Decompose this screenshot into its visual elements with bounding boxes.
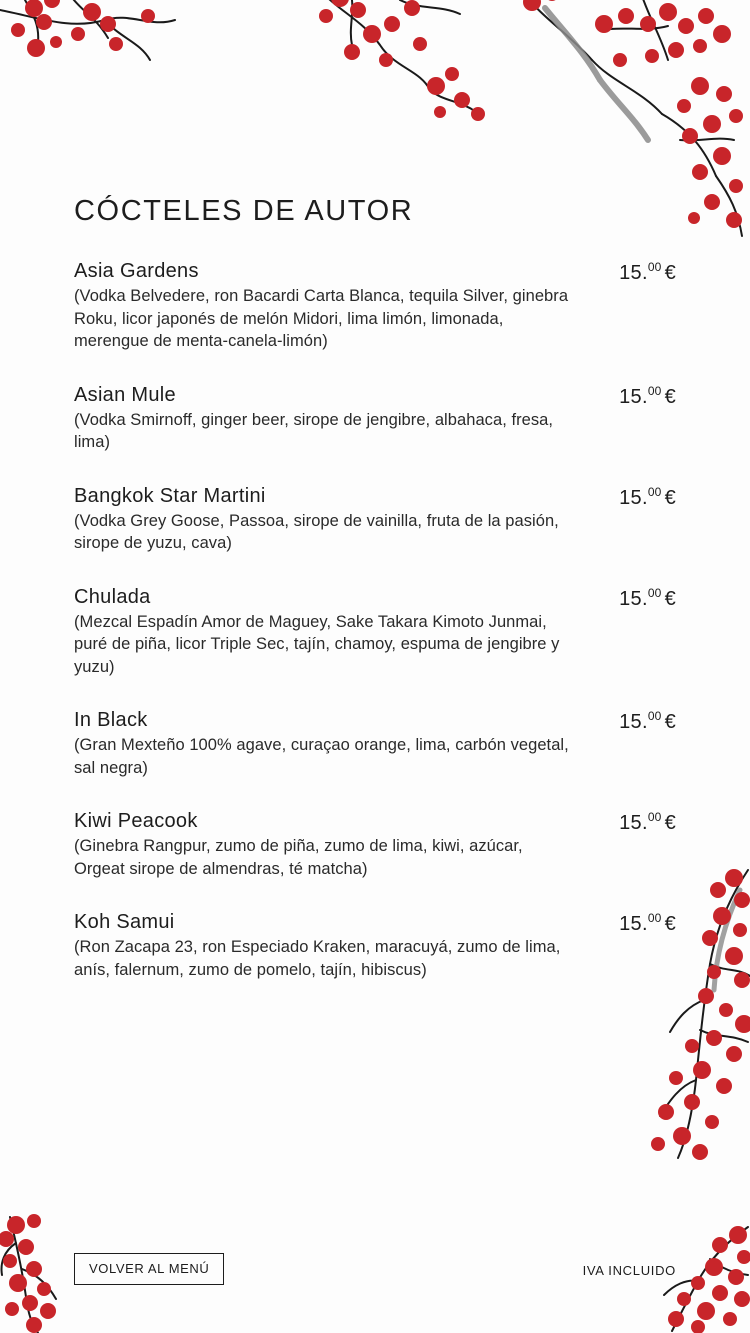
- item-name: Kiwi Peacook: [74, 810, 198, 832]
- list-item: [74, 584, 676, 679]
- item-price-integer: 15.: [619, 486, 648, 509]
- item-price-cents: 00: [647, 585, 662, 600]
- item-price-integer: 15.: [619, 262, 648, 284]
- item-price: [619, 810, 676, 835]
- item-price-integer: 15.: [619, 812, 648, 834]
- item-price-currency: €: [664, 486, 676, 509]
- item-price-currency: €: [664, 262, 676, 284]
- item-price-currency: €: [664, 913, 676, 935]
- item-price-integer: 15.: [619, 913, 648, 935]
- item-price: [619, 586, 676, 611]
- item-price: [619, 260, 676, 285]
- item-price: [619, 709, 676, 734]
- item-text-block: [74, 808, 574, 880]
- item-description: (Ginebra Rangpur, zumo de piña, zumo de lima, kiwi, azúcar, Orgeat sirope de almendras, té matcha): [74, 837, 523, 878]
- cocktail-list: [74, 258, 676, 1010]
- item-price-currency: €: [664, 587, 676, 610]
- item-price-currency: €: [664, 711, 676, 733]
- item-price-cents: 00: [647, 383, 662, 398]
- item-description: (Vodka Smirnoff, ginger beer, sirope de jengibre, albahaca, fresa, lima): [74, 410, 554, 451]
- list-item: [74, 258, 676, 353]
- item-price: [619, 485, 676, 510]
- item-description: (Ron Zacapa 23, ron Especiado Kraken, maracuyá, zumo de lima, anís, falernum, zumo de pomelo, tajín, hibiscus): [74, 938, 561, 979]
- item-description: (Vodka Belvedere, ron Bacardi Carta Blanca, tequila Silver, ginebra Roku, licor japonés de melón Midori, lima limón, limonada, merengue de menta-canela-limón): [74, 287, 569, 350]
- list-item: [74, 808, 676, 880]
- item-text-block: [74, 258, 574, 353]
- item-description: (Vodka Grey Goose, Passoa, sirope de vainilla, fruta de la pasión, sirope de yuzu, cava): [74, 511, 559, 552]
- back-to-menu-button[interactable]: VOLVER AL MENÚ: [74, 1253, 224, 1285]
- item-price-cents: 00: [647, 260, 662, 274]
- item-name: Chulada: [74, 585, 151, 608]
- item-description: (Gran Mexteño 100% agave, curaçao orange, lima, carbón vegetal, sal negra): [74, 736, 569, 777]
- vat-included-label: IVA INCLUIDO: [582, 1263, 676, 1278]
- item-text-block: [74, 584, 574, 679]
- item-price-integer: 15.: [619, 587, 648, 610]
- item-name: In Black: [74, 709, 148, 731]
- item-price: [619, 384, 676, 409]
- item-name: Asia Gardens: [74, 260, 199, 282]
- list-item: [74, 483, 676, 555]
- list-item: [74, 909, 676, 981]
- item-name: Koh Samui: [74, 911, 175, 933]
- item-price-cents: 00: [647, 810, 662, 824]
- item-price-currency: €: [664, 812, 676, 834]
- list-item: [74, 382, 676, 454]
- item-price: [619, 911, 676, 936]
- item-text-block: [74, 483, 574, 555]
- item-text-block: [74, 707, 574, 779]
- item-text-block: [74, 909, 574, 981]
- footer: [74, 1253, 676, 1285]
- item-description: (Mezcal Espadín Amor de Maguey, Sake Takara Kimoto Junmai, puré de piña, licor Triple Sec, tajín, chamoy, espuma de jengibre y yuzu): [74, 612, 560, 676]
- item-name: Asian Mule: [74, 383, 176, 406]
- item-price-integer: 15.: [619, 711, 648, 733]
- item-price-cents: 00: [647, 709, 662, 723]
- item-price-currency: €: [664, 385, 676, 408]
- list-item: [74, 707, 676, 779]
- item-price-cents: 00: [647, 484, 662, 499]
- item-price-integer: 15.: [619, 385, 648, 408]
- page-title: CÓCTELES DE AUTOR: [74, 195, 414, 228]
- item-price-cents: 00: [647, 911, 662, 925]
- item-name: Bangkok Star Martini: [74, 484, 266, 507]
- item-text-block: [74, 382, 574, 454]
